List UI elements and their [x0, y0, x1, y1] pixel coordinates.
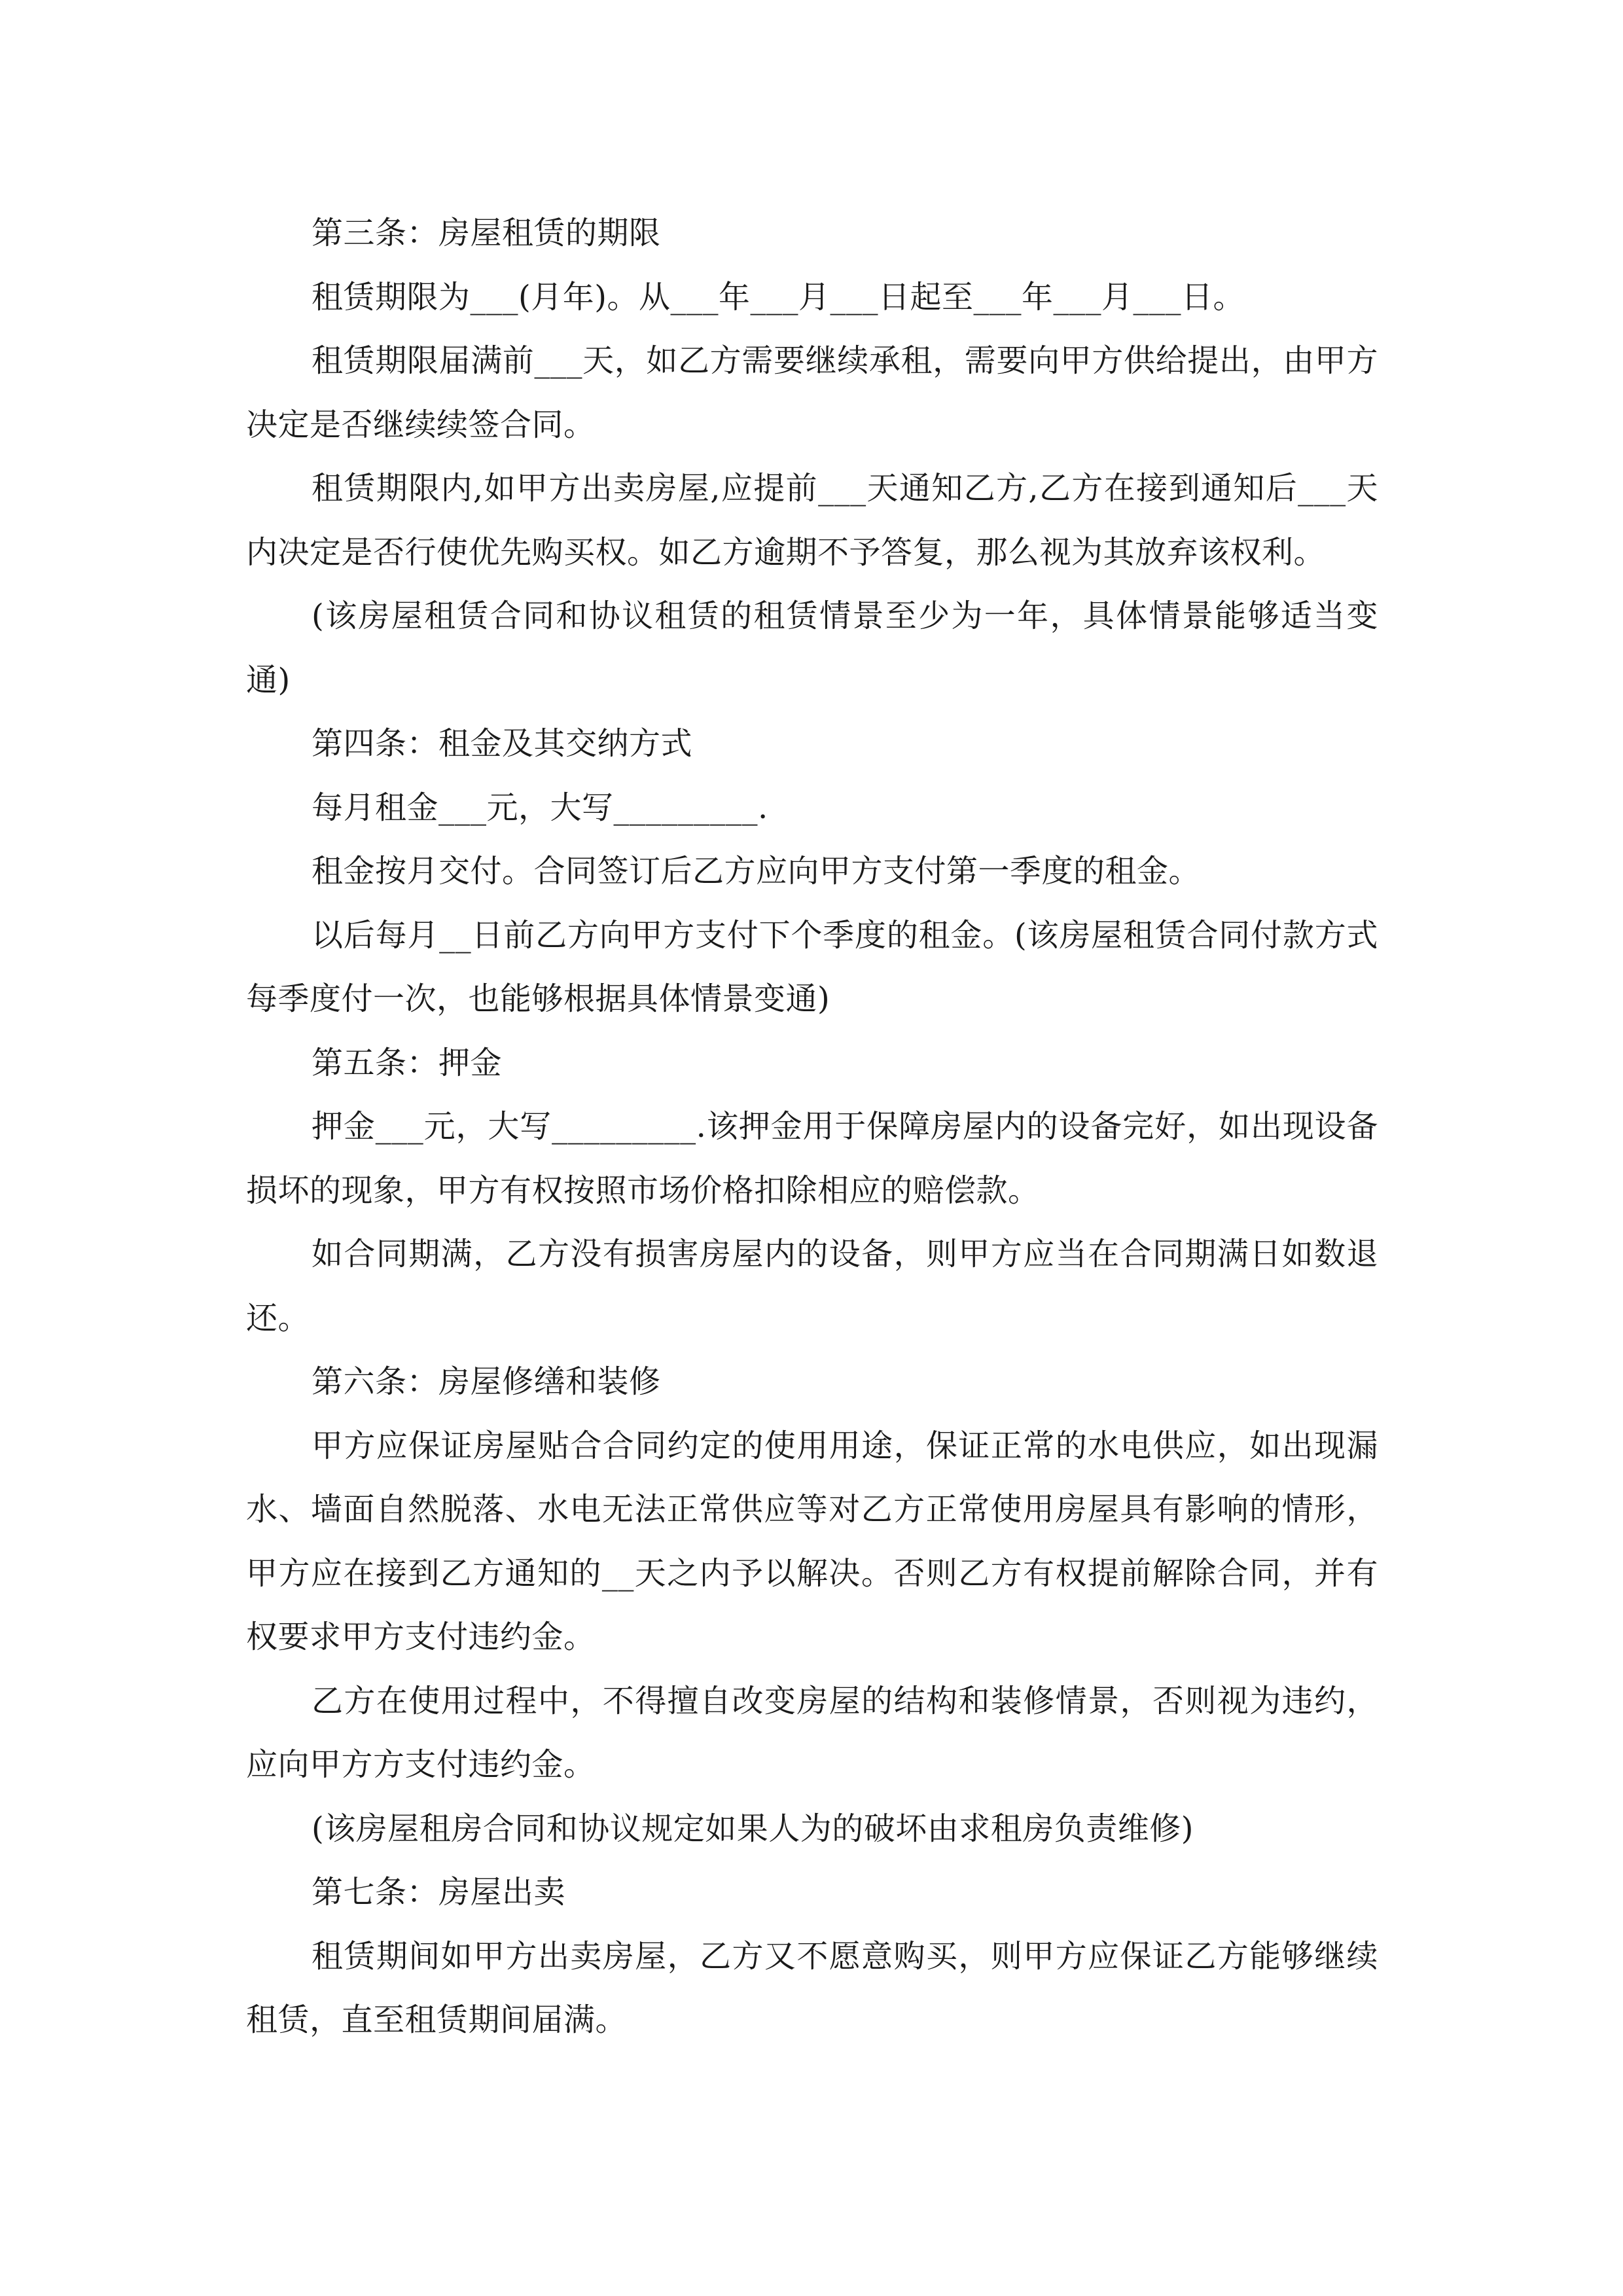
article-5-heading: 第五条：押金 — [312, 1044, 503, 1081]
paragraph-rent-payment: 租金按月交付。合同签订后乙方应向甲方支付第一季度的租金。 — [312, 853, 1201, 889]
paragraph-monthly-rent: 每月租金___元，大写_________. — [312, 789, 768, 826]
article-7-heading: 第七条：房屋出卖 — [312, 1874, 566, 1910]
paragraph-quarterly-payment: 以后每月__日前乙方向甲方支付下个季度的租金。(该房屋租赁合同付款方式每季度付一次，也能够根据具体情景变通) — [246, 916, 1378, 1017]
paragraph-deposit-return: 如合同期满，乙方没有损害房屋内的设备，则甲方应当在合同期满日如数退还。 — [246, 1236, 1378, 1336]
paragraph-sale-during-lease: 租赁期间如甲方出卖房屋，乙方又不愿意购买，则甲方应保证乙方能够继续租赁，直至租赁期间届满。 — [246, 1937, 1378, 2038]
paragraph-tenant-alteration: 乙方在使用过程中，不得擅自改变房屋的结构和装修情景，否则视为违约，应向甲方方支付违约金。 — [246, 1682, 1378, 1783]
paragraph-lease-term: 租赁期限为___(月年)。从___年___月___日起至___年___月___日。 — [312, 278, 1245, 315]
article-4-heading: 第四条：租金及其交纳方式 — [312, 725, 693, 762]
paragraph-deposit: 押金___元，大写_________.该押金用于保障房屋内的设备完好，如出现设备损坏的现象，甲方有权按照市场价格扣除相应的赔偿款。 — [246, 1108, 1378, 1209]
paragraph-sale-notice: 租赁期限内,如甲方出卖房屋,应提前___天通知乙方,乙方在接到通知后___天内决定是否行使优先购买权。如乙方逾期不予答复，那么视为其放弃该权利。 — [246, 470, 1378, 571]
paragraph-note-repair: (该房屋租房合同和协议规定如果人为的破坏由求租房负责维修) — [312, 1810, 1194, 1847]
article-3-heading: 第三条：房屋租赁的期限 — [312, 215, 661, 251]
contract-body — [246, 202, 1378, 2053]
paragraph-renewal: 租赁期限届满前___天，如乙方需要继续承租，需要向甲方供给提出，由甲方决定是否继续续签合同。 — [246, 342, 1378, 443]
paragraph-landlord-repair: 甲方应保证房屋贴合合同约定的使用用途，保证正常的水电供应，如出现漏水、墙面自然脱落、水电无法正常供应等对乙方正常使用房屋具有影响的情形，甲方应在接到乙方通知的__天之内予以解决。否则乙方有权提前解除合同，并有权要求甲方支付违约金。 — [246, 1427, 1378, 1655]
article-6-heading: 第六条：房屋修缮和装修 — [312, 1363, 661, 1400]
paragraph-note-term: (该房屋租赁合同和协议租赁的租赁情景至少为一年，具体情景能够适当变通) — [246, 598, 1378, 698]
